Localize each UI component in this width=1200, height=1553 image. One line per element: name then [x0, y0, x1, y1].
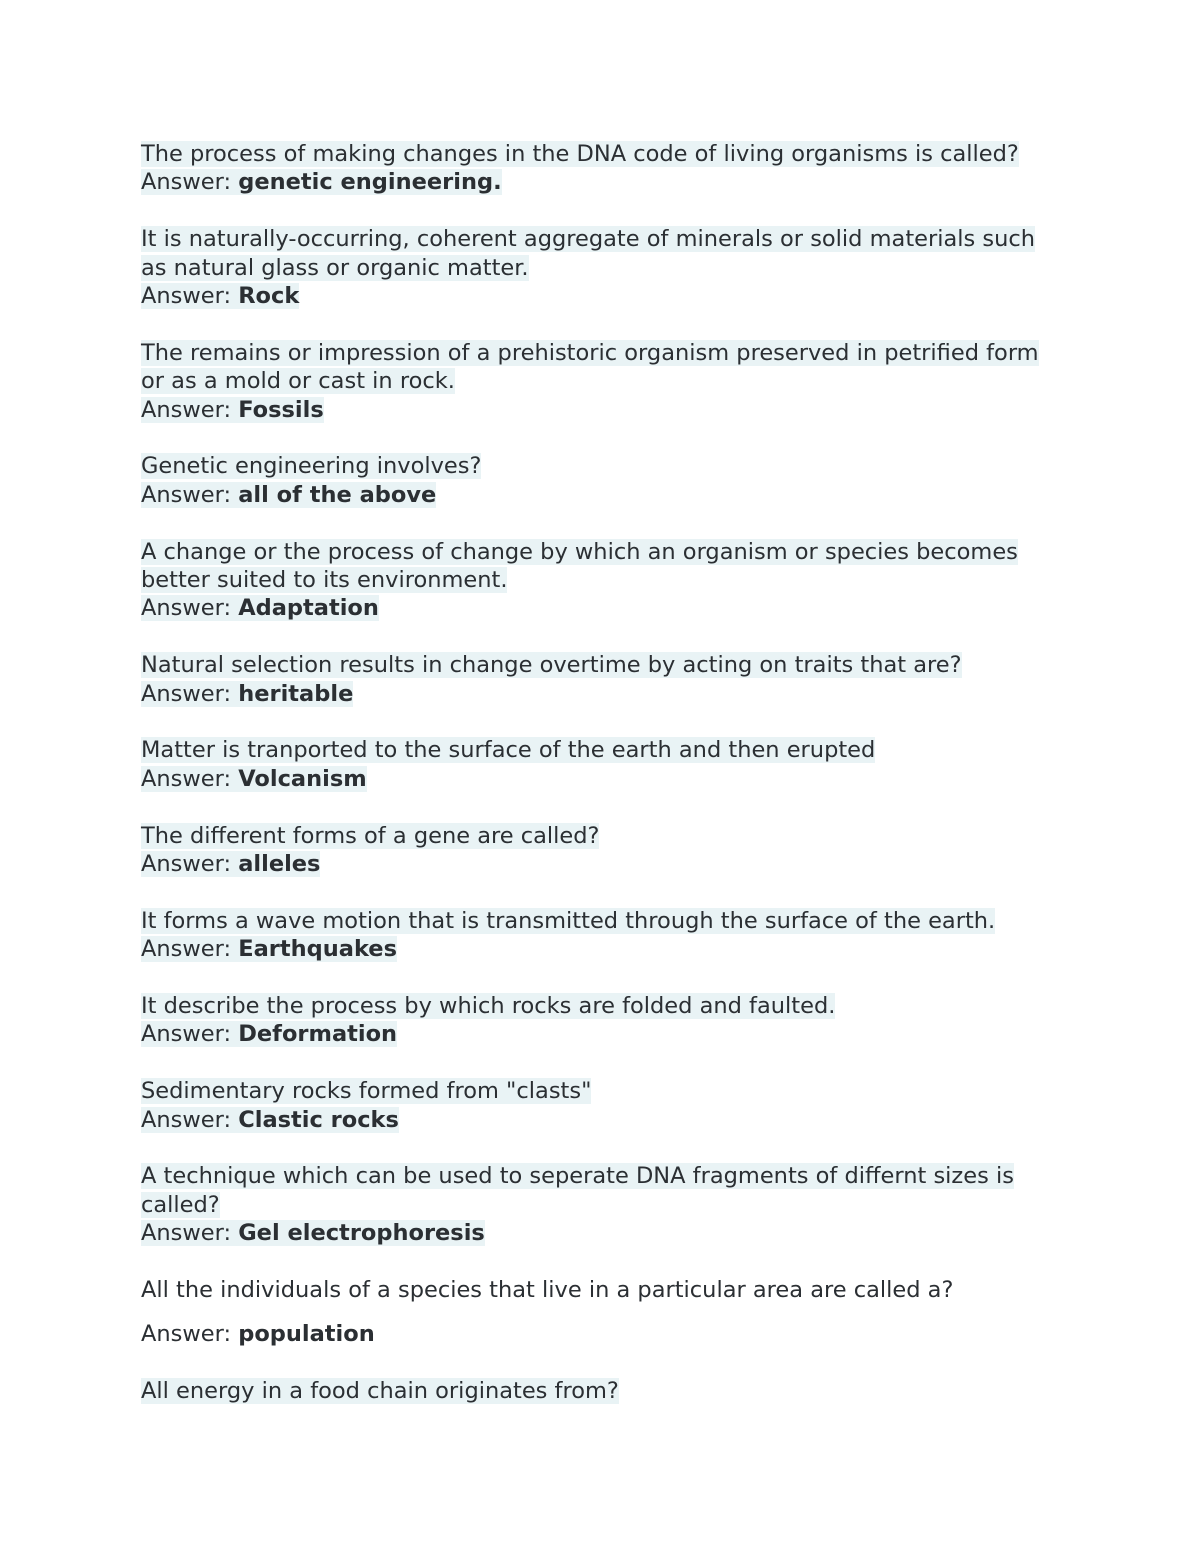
answer-line: [141, 680, 1061, 708]
qa-item: [141, 1276, 1061, 1348]
answer-label: Answer:: [141, 936, 239, 963]
qa-item: [141, 1377, 1061, 1405]
answer-label: Answer:: [141, 481, 239, 508]
answer-value: all of the above: [238, 481, 437, 508]
question-line: The remains or impression of a prehistoric organism preserved in petrified form: [141, 339, 1039, 366]
qa-item: [141, 225, 1061, 310]
answer-label: Answer:: [141, 169, 239, 196]
qa-item: [141, 538, 1061, 623]
answer-label: Answer:: [141, 283, 239, 310]
answer-value: heritable: [238, 680, 354, 707]
answer-line: [141, 1106, 1061, 1134]
answer-label: Answer:: [141, 1321, 239, 1348]
question-line: Natural selection results in change overtime by acting on traits that are?: [141, 652, 962, 679]
answer-line: [141, 1219, 1061, 1247]
answer-value: Fossils: [238, 396, 324, 423]
answer-line: [141, 1020, 1061, 1048]
question-line: All the individuals of a species that live in a particular area are called a?: [141, 1277, 954, 1304]
question-line: All energy in a food chain originates from?: [141, 1377, 619, 1404]
answer-label: Answer:: [141, 680, 239, 707]
answer-value: Adaptation: [238, 595, 379, 622]
qa-item: [141, 736, 1061, 793]
answer-line: [141, 935, 1061, 963]
question-line: called?: [141, 1191, 220, 1218]
question-line: better suited to its environment.: [141, 567, 508, 594]
answer-value: population: [238, 1321, 375, 1348]
answer-label: Answer:: [141, 396, 239, 423]
answer-line: [141, 481, 1061, 509]
qa-item: [141, 140, 1061, 197]
answer-line: [141, 396, 1061, 424]
question-line: or as a mold or cast in rock.: [141, 368, 455, 395]
question-line: Sedimentary rocks formed from "clasts": [141, 1078, 592, 1105]
answer-line: [141, 594, 1061, 622]
question-line: The process of making changes in the DNA code of living organisms is called?: [141, 141, 1019, 167]
question-line: as natural glass or organic matter.: [141, 254, 529, 281]
question-line: It forms a wave motion that is transmitted through the surface of the earth.: [141, 907, 996, 934]
answer-value: alleles: [238, 851, 321, 878]
answer-line: [141, 850, 1061, 878]
answer-label: Answer:: [141, 595, 239, 622]
spacer: [141, 1304, 1061, 1320]
answer-label: Answer:: [141, 851, 239, 878]
answer-label: Answer:: [141, 1220, 239, 1247]
qa-item: [141, 1162, 1061, 1247]
answer-value: Volcanism: [238, 765, 367, 792]
question-line: Genetic engineering involves?: [141, 453, 482, 480]
answer-label: Answer:: [141, 765, 239, 792]
answer-value: Rock: [238, 283, 300, 310]
answer-value: Earthquakes: [238, 936, 397, 963]
question-line: It describe the process by which rocks are folded and faulted.: [141, 993, 836, 1020]
qa-item: [141, 907, 1061, 964]
question-line: A technique which can be used to seperate DNA fragments of differnt sizes is: [141, 1163, 1014, 1190]
question-line: The different forms of a gene are called?: [141, 822, 600, 849]
answer-value: genetic engineering.: [238, 169, 502, 196]
qa-item: [141, 651, 1061, 708]
qa-item: [141, 992, 1061, 1049]
answer-label: Answer:: [141, 1106, 239, 1133]
answer-value: Gel electrophoresis: [238, 1220, 485, 1247]
qa-item: [141, 339, 1061, 424]
question-line: It is naturally-occurring, coherent aggregate of minerals or solid materials such: [141, 226, 1036, 253]
qa-item: [141, 822, 1061, 879]
answer-line: [141, 1320, 1061, 1348]
question-line: A change or the process of change by which an organism or species becomes: [141, 538, 1018, 565]
qa-item: [141, 1077, 1061, 1134]
question-line: Matter is tranported to the surface of the earth and then erupted: [141, 737, 876, 764]
answer-value: Deformation: [238, 1021, 398, 1048]
answer-value: Clastic rocks: [238, 1106, 399, 1133]
answer-line: [141, 765, 1061, 793]
answer-label: Answer:: [141, 1021, 239, 1048]
answer-line: [141, 282, 1061, 310]
answer-line: [141, 168, 1061, 196]
document-page: [141, 140, 1061, 1434]
qa-item: [141, 452, 1061, 509]
